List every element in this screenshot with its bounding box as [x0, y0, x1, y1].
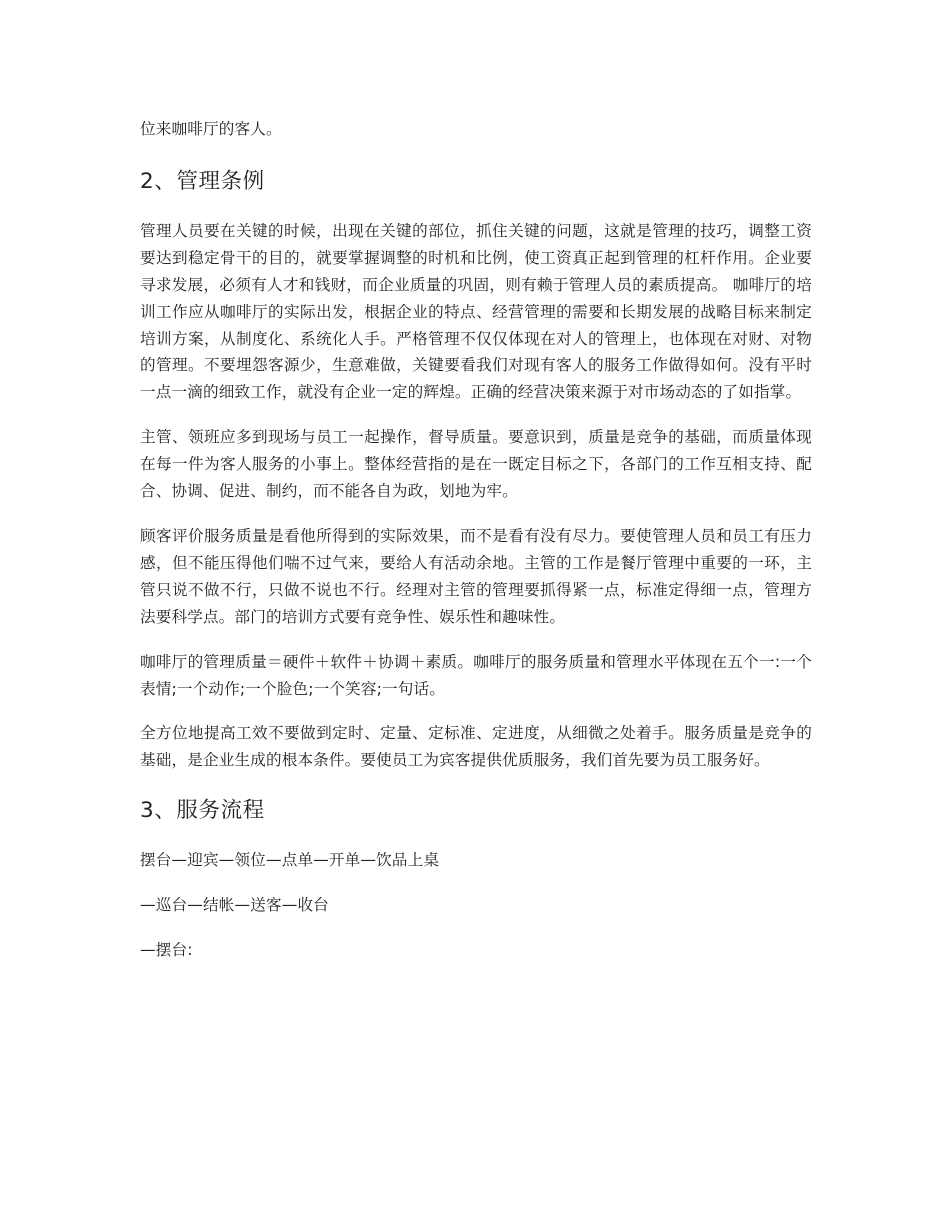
service-flow-line-1: 摆台—迎宾—领位—点单—开单—饮品上桌 [140, 851, 440, 870]
section-3-heading: 3、服务流程 [140, 798, 265, 824]
service-flow-line-3: —摆台: [140, 941, 193, 960]
section-2-paragraph-4: 咖啡厅的管理质量＝硬件＋软件＋协调＋素质。咖啡厅的服务质量和管理水平体现在五个一:一个表情;一个动作;一个脸色;一个笑容;一句话。 [140, 652, 812, 698]
section-2-paragraph-5: 全方位地提高工效不要做到定时、定量、定标准、定进度，从细微之处着手。服务质量是竞争的基础，是企业生成的根本条件。要使员工为宾客提供优质服务，我们首先要为员工服务好。 [140, 724, 812, 770]
section-2-paragraph-2: 主管、领班应多到现场与员工一起操作，督导质量。要意识到，质量是竞争的基础，而质量体现在每一件为客人服务的小事上。整体经营指的是在一既定目标之下，各部门的工作互相支持、配合、协调、促进、制约，而不能各自为政，划地为牢。 [140, 428, 812, 501]
intro-tail-text: 位来咖啡厅的客人。 [140, 120, 282, 138]
section-2-paragraph-1: 管理人员要在关键的时候，出现在关键的部位，抓住关键的问题，这就是管理的技巧，调整工资要达到稳定骨干的目的，就要掌握调整的时机和比例，使工资真正起到管理的杠杆作用。企业要寻求发展，必须有人才和钱财，而企业质量的巩固，则有赖于管理人员的素质提高。 咖啡厅的培训工作应从咖啡厅的实际出发，根据企业的特点、经营管理的需要和长期发展的战略目标来制定培训方案，从制度化、系统化人手。严格管理不仅仅体现在对人的管理上，也体现在对财、对物的管理。不要埋怨客源少，生意难做，关键要看我们对现有客人的服务工作做得如何。没有平时一点一滴的细致工作，就没有企业一定的辉煌。正确的经营决策来源于对市场动态的了如指掌。 [140, 221, 812, 402]
section-2-heading: 2、管理条例 [140, 168, 265, 194]
section-2-paragraph-3: 顾客评价服务质量是看他所得到的实际效果，而不是看有没有尽力。要使管理人员和员工有压力感，但不能压得他们喘不过气来，要给人有活动余地。主管的工作是餐厅管理中重要的一环，主管只说不做不行，只做不说也不行。经理对主管的管理要抓得紧一点，标准定得细一点，管理方法要科学点。部门的培训方式要有竞争性、娱乐性和趣味性。 [140, 526, 812, 626]
service-flow-line-2: —巡台—结帐—送客—收台 [140, 896, 329, 915]
document-page [140, 116, 812, 964]
